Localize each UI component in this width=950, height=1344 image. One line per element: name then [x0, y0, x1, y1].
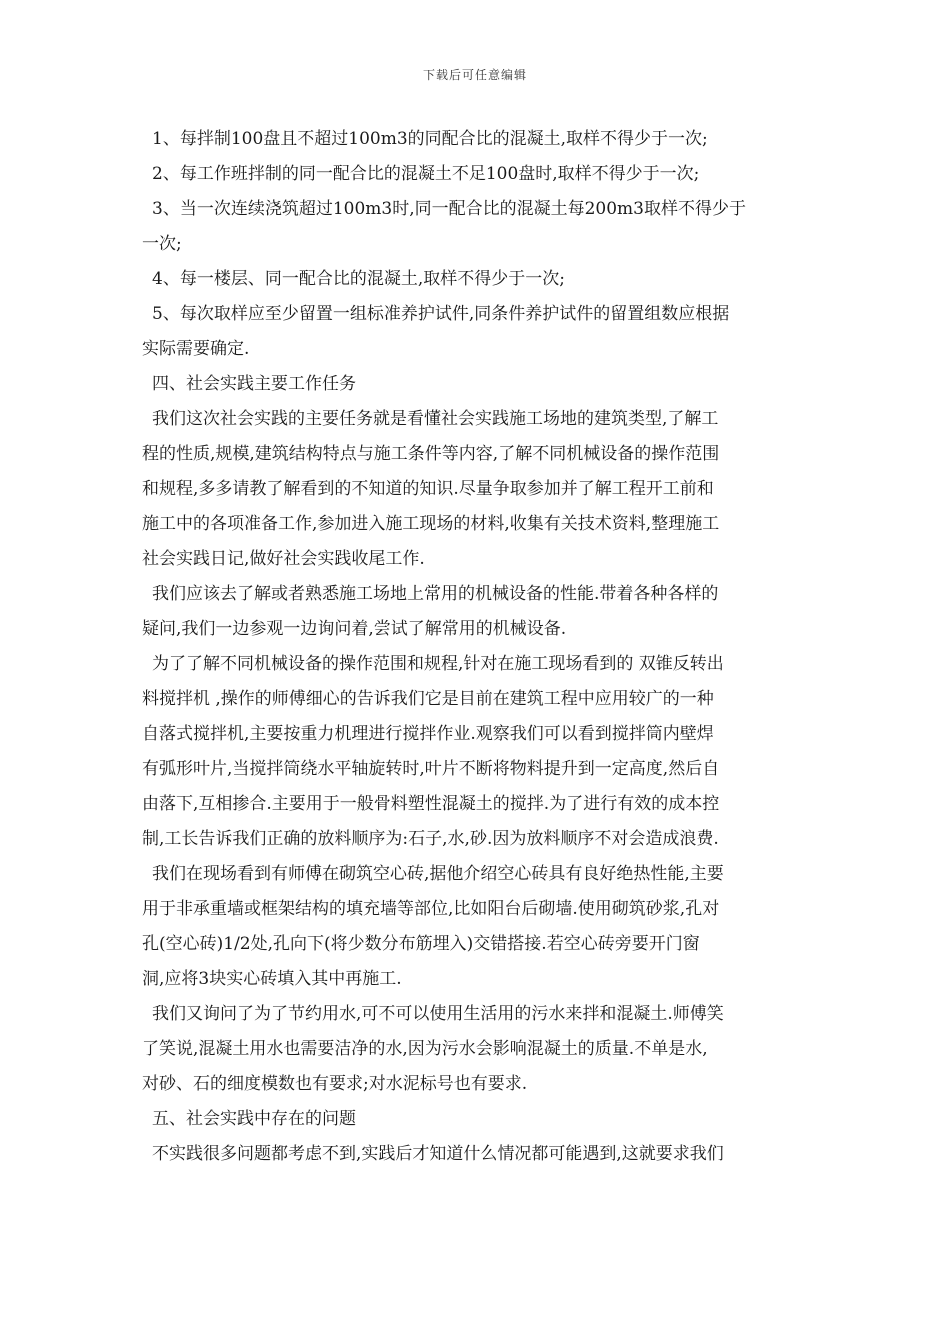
text-line: 3、当一次连续浇筑超过100m3时,同一配合比的混凝土每200m3取样不得少于	[152, 199, 746, 219]
text-line: 疑问,我们一边参观一边询问着,尝试了解常用的机械设备.	[142, 619, 567, 639]
text-line: 一次;	[142, 234, 182, 254]
text-line: 我们应该去了解或者熟悉施工场地上常用的机械设备的性能.带着各种各样的	[152, 584, 719, 604]
text-line: 自落式搅拌机,主要按重力机理进行搅拌作业.观察我们可以看到搅拌筒内壁焊	[142, 724, 714, 744]
text-line: 四、社会实践主要工作任务	[152, 374, 356, 394]
header-note: 下载后可任意编辑	[422, 68, 527, 82]
text-line: 用于非承重墙或框架结构的填充墙等部位,比如阳台后砌墙.使用砌筑砂浆,孔对	[142, 899, 720, 919]
text-line: 施工中的各项准备工作,参加进入施工现场的材料,收集有关技术资料,整理施工	[142, 514, 720, 534]
text-line: 五、社会实践中存在的问题	[152, 1109, 356, 1129]
text-line: 洞,应将3块实心砖填入其中再施工.	[142, 969, 402, 989]
text-line: 由落下,互相掺合.主要用于一般骨料塑性混凝土的搅拌.为了进行有效的成本控	[142, 794, 720, 814]
text-line: 了笑说,混凝土用水也需要洁净的水,因为污水会影响混凝土的质量.不单是水,	[142, 1039, 708, 1059]
text-line: 4、每一楼层、同一配合比的混凝土,取样不得少于一次;	[152, 269, 565, 289]
text-line: 料搅拌机 ,操作的师傅细心的告诉我们它是目前在建筑工程中应用较广的一种	[142, 689, 714, 709]
text-line: 实际需要确定.	[142, 339, 250, 359]
text-line: 孔(空心砖)1/2处,孔向下(将少数分布筋埋入)交错搭接.若空心砖旁要开门窗	[142, 934, 700, 954]
text-line: 5、每次取样应至少留置一组标准养护试件,同条件养护试件的留置组数应根据	[152, 304, 730, 324]
text-line: 2、每工作班拌制的同一配合比的混凝土不足100盘时,取样不得少于一次;	[152, 164, 700, 184]
text-line: 程的性质,规模,建筑结构特点与施工条件等内容,了解不同机械设备的操作范围	[142, 444, 720, 464]
text-line: 社会实践日记,做好社会实践收尾工作.	[142, 549, 425, 569]
text-line: 我们又询问了为了节约用水,可不可以使用生活用的污水来拌和混凝土.师傅笑	[152, 1004, 724, 1024]
document-body	[142, 122, 812, 1172]
text-line: 和规程,多多请教了解看到的不知道的知识.尽量争取参加并了解工程开工前和	[142, 479, 714, 499]
text-line: 有弧形叶片,当搅拌筒绕水平轴旋转时,叶片不断将物料提升到一定高度,然后自	[142, 759, 720, 779]
text-line: 对砂、石的细度模数也有要求;对水泥标号也有要求.	[142, 1074, 528, 1094]
text-line: 不实践很多问题都考虑不到,实践后才知道什么情况都可能遇到,这就要求我们	[152, 1144, 724, 1164]
text-line: 为了了解不同机械设备的操作范围和规程,针对在施工现场看到的 双锥反转出	[152, 654, 724, 674]
text-line: 我们这次社会实践的主要任务就是看懂社会实践施工场地的建筑类型,了解工	[152, 409, 719, 429]
text-line: 我们在现场看到有师傅在砌筑空心砖,据他介绍空心砖具有良好绝热性能,主要	[152, 864, 724, 884]
text-line: 1、每拌制100盘且不超过100m3的同配合比的混凝土,取样不得少于一次;	[152, 129, 708, 149]
text-line: 制,工长告诉我们正确的放料顺序为:石子,水,砂.因为放料顺序不对会造成浪费.	[142, 829, 719, 849]
